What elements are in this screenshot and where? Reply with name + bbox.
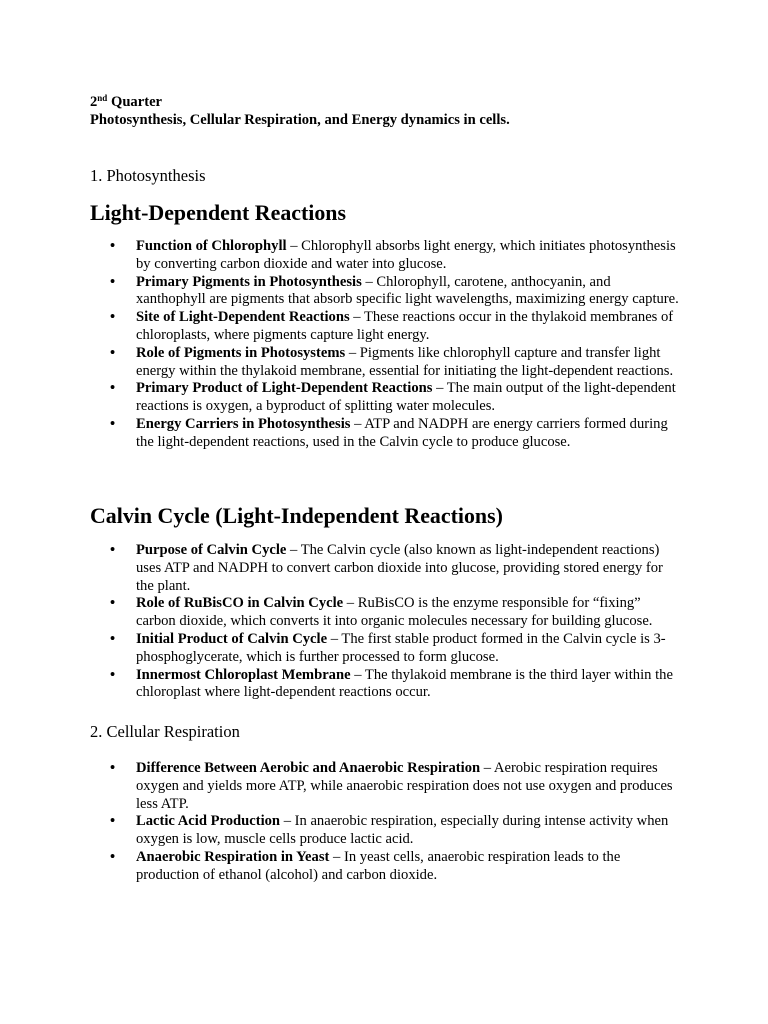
bullet-icon: • (110, 813, 116, 830)
item-description: – RuBisCO is the enzyme responsible for “fixing” carbon dioxide, which converts it into organic molecules necessary for building glucose. (136, 595, 653, 630)
item-term: Difference Between Aerobic and Anaerobic Respiration (136, 760, 481, 776)
list-item (110, 345, 680, 381)
document-subtitle: Photosynthesis, Cellular Respiration, and Energy dynamics in cells. (90, 111, 510, 128)
bullet-icon: • (110, 309, 116, 326)
item-description: – Chlorophyll absorbs light energy, which initiates photosynthesis by converting carbon dioxide and water into glucose. (136, 238, 676, 272)
calvin-cycle-list (110, 542, 680, 702)
bullet-icon: • (110, 760, 116, 776)
item-description: – Aerobic respiration requires oxygen and yields more ATP, while anaerobic respiration does not use oxygen and produces less ATP. (136, 760, 673, 812)
section-title-photosynthesis: 1. Photosynthesis (90, 166, 206, 185)
item-term: Anaerobic Respiration in Yeast (136, 848, 330, 865)
item-term: Energy Carriers in Photosynthesis (136, 415, 351, 432)
bullet-icon: • (110, 415, 116, 432)
item-term: Site of Light-Dependent Reactions (136, 309, 350, 326)
item-description: – ATP and NADPH are energy carriers formed during the light-dependent reactions, used in the Calvin cycle to produce glucose. (136, 415, 668, 450)
item-term: Lactic Acid Production (136, 813, 281, 830)
item-description: – Chlorophyll, carotene, anthocyanin, and xanthophyll are pigments that absorb specific light wavelengths, maximizing energy capture. (136, 273, 679, 308)
bullet-icon: • (110, 542, 116, 558)
list-item (110, 309, 680, 345)
bullet-icon: • (110, 273, 116, 290)
bullet-icon: • (110, 848, 116, 865)
document-header (90, 94, 510, 130)
item-term: Role of RuBisCO in Calvin Cycle (136, 595, 344, 612)
item-term: Innermost Chloroplast Membrane (136, 666, 351, 683)
bullet-icon: • (110, 238, 116, 254)
item-term: Primary Product of Light-Dependent Reactions (136, 380, 433, 397)
list-item (110, 813, 680, 849)
item-description: – The thylakoid membrane is the third layer within the chloroplast where light-dependent reactions occur. (136, 666, 673, 701)
bullet-icon: • (110, 666, 116, 683)
item-term: Initial Product of Calvin Cycle (136, 630, 328, 647)
item-term: Purpose of Calvin Cycle (136, 542, 287, 558)
cellular-respiration-list (110, 760, 680, 885)
section-title-cellular-respiration: 2. Cellular Respiration (90, 722, 240, 741)
item-description: – The main output of the light-dependent reactions is oxygen, a byproduct of splitting water molecules. (136, 380, 676, 415)
item-description: – These reactions occur in the thylakoid membranes of chloroplasts, where pigments capture light energy. (136, 309, 674, 343)
bullet-icon: • (110, 630, 116, 647)
item-description: – The first stable product formed in the Calvin cycle is 3-phosphoglycerate, which is further processed to form glucose. (136, 630, 666, 665)
list-item (110, 238, 680, 274)
item-term: Primary Pigments in Photosynthesis (136, 273, 362, 290)
item-description: – In anaerobic respiration, especially during intense activity when oxygen is low, muscle cells produce lactic acid. (136, 813, 669, 848)
item-description: – Pigments like chlorophyll capture and transfer light energy within the thylakoid membrane, essential for initiating the light-dependent reactions. (136, 344, 674, 379)
list-item (110, 416, 680, 452)
list-item (110, 542, 680, 595)
bullet-icon: • (110, 344, 116, 361)
list-item (110, 274, 680, 310)
subsection-title-light-dependent: Light-Dependent Reactions (90, 200, 346, 225)
list-item (110, 380, 680, 416)
bullet-icon: • (110, 380, 116, 397)
item-term: Function of Chlorophyll (136, 238, 287, 254)
item-term: Role of Pigments in Photosystems (136, 344, 346, 361)
list-item (110, 631, 680, 667)
quarter-label: 2nd Quarter (90, 93, 163, 110)
bullet-icon: • (110, 595, 116, 612)
list-item (110, 849, 680, 885)
item-description: – In yeast cells, anaerobic respiration leads to the production of ethanol (alcohol) and carbon dioxide. (136, 848, 621, 883)
list-item (110, 760, 680, 813)
list-item (110, 667, 680, 703)
subsection-title-calvin-cycle: Calvin Cycle (Light-Independent Reactions) (90, 503, 503, 528)
item-description: – The Calvin cycle (also known as light-independent reactions) uses ATP and NADPH to convert carbon dioxide into glucose, providing stored energy for the plant. (136, 542, 663, 594)
list-item (110, 595, 680, 631)
light-dependent-list (110, 238, 680, 452)
